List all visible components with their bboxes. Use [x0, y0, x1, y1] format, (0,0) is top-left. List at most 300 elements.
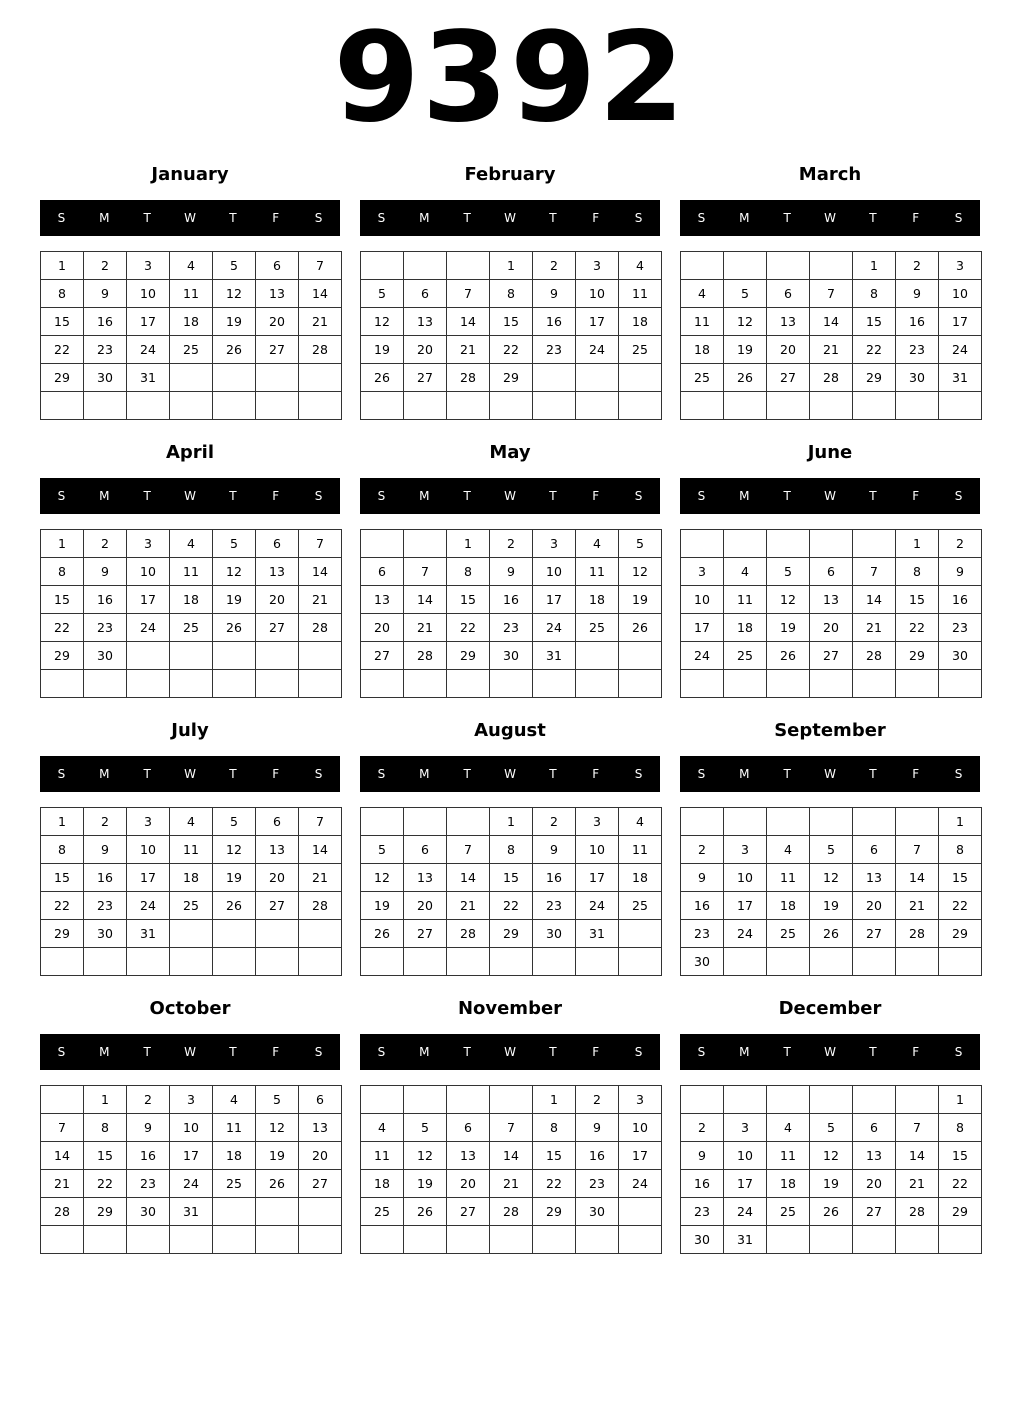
day-cell: 22	[939, 1170, 982, 1198]
day-cell: 18	[724, 614, 767, 642]
day-cell	[404, 670, 447, 698]
week-row	[361, 364, 662, 392]
day-cell: 23	[576, 1170, 619, 1198]
week-row	[681, 642, 982, 670]
day-cell: 17	[681, 614, 724, 642]
day-cell: 20	[256, 308, 299, 336]
weekday-label: S	[954, 1045, 963, 1059]
day-cell	[41, 392, 84, 420]
weekday-label: T	[783, 489, 791, 503]
day-cell: 13	[256, 558, 299, 586]
week-row	[361, 642, 662, 670]
day-cell: 4	[170, 530, 213, 558]
day-cell	[767, 392, 810, 420]
day-cell: 11	[361, 1142, 404, 1170]
day-grid	[40, 251, 342, 420]
month-name: February	[464, 164, 556, 185]
week-row	[681, 1198, 982, 1226]
day-cell: 23	[84, 892, 127, 920]
day-cell	[576, 670, 619, 698]
day-cell: 10	[724, 864, 767, 892]
day-cell: 21	[447, 892, 490, 920]
weekday-label: F	[912, 1045, 920, 1059]
day-cell: 16	[490, 586, 533, 614]
week-row	[361, 1142, 662, 1170]
day-cell: 13	[853, 864, 896, 892]
day-cell	[767, 948, 810, 976]
day-cell: 31	[939, 364, 982, 392]
day-cell: 5	[361, 280, 404, 308]
day-cell: 19	[404, 1170, 447, 1198]
day-cell: 19	[767, 614, 810, 642]
day-cell: 22	[896, 614, 939, 642]
week-row	[681, 530, 982, 558]
day-cell: 24	[127, 614, 170, 642]
day-cell	[533, 948, 576, 976]
day-cell: 13	[361, 586, 404, 614]
month-may	[360, 438, 660, 700]
weekday-label: S	[634, 1045, 643, 1059]
day-cell: 20	[404, 892, 447, 920]
weekday-label: W	[504, 1045, 516, 1059]
day-cell	[170, 670, 213, 698]
day-cell: 30	[84, 642, 127, 670]
day-cell	[361, 1086, 404, 1114]
day-grid	[40, 1085, 342, 1254]
month-december	[680, 994, 980, 1256]
day-cell	[256, 948, 299, 976]
day-cell	[896, 1226, 939, 1254]
day-cell	[724, 1086, 767, 1114]
day-cell	[576, 392, 619, 420]
day-cell: 27	[404, 364, 447, 392]
day-cell: 7	[896, 1114, 939, 1142]
weekday-label: M	[419, 767, 430, 781]
weekday-label: T	[869, 211, 877, 225]
day-cell: 10	[681, 586, 724, 614]
day-cell: 24	[724, 1198, 767, 1226]
day-cell	[447, 948, 490, 976]
week-row	[41, 642, 342, 670]
day-cell: 5	[767, 558, 810, 586]
day-cell: 6	[767, 280, 810, 308]
week-row	[681, 1226, 982, 1254]
day-cell: 28	[853, 642, 896, 670]
day-cell: 3	[170, 1086, 213, 1114]
day-cell: 4	[619, 808, 662, 836]
day-cell: 19	[213, 864, 256, 892]
week-row	[681, 1170, 982, 1198]
day-cell: 10	[576, 280, 619, 308]
day-cell	[853, 670, 896, 698]
day-cell	[404, 948, 447, 976]
day-cell: 31	[533, 642, 576, 670]
day-cell: 18	[681, 336, 724, 364]
day-cell: 17	[170, 1142, 213, 1170]
weekday-label: M	[419, 1045, 430, 1059]
week-row	[41, 670, 342, 698]
day-cell: 11	[213, 1114, 256, 1142]
weekday-label: S	[954, 767, 963, 781]
day-cell: 15	[41, 864, 84, 892]
day-cell: 9	[681, 864, 724, 892]
week-row	[361, 392, 662, 420]
day-cell: 18	[170, 864, 213, 892]
day-cell: 14	[490, 1142, 533, 1170]
weekday-label: T	[229, 211, 237, 225]
day-cell	[619, 1226, 662, 1254]
day-cell: 2	[84, 530, 127, 558]
day-cell: 2	[576, 1086, 619, 1114]
day-cell: 9	[533, 280, 576, 308]
day-cell	[41, 1226, 84, 1254]
month-february	[360, 160, 660, 422]
day-cell: 18	[767, 892, 810, 920]
weekday-label: M	[99, 1045, 110, 1059]
day-cell: 20	[767, 336, 810, 364]
day-cell: 5	[213, 530, 256, 558]
weekday-header	[40, 200, 340, 236]
month-april	[40, 438, 340, 700]
day-cell: 25	[213, 1170, 256, 1198]
weekday-label: S	[634, 211, 643, 225]
month-september	[680, 716, 980, 978]
weekday-label: S	[57, 767, 66, 781]
weekday-label: T	[143, 1045, 151, 1059]
day-cell: 23	[84, 336, 127, 364]
day-cell: 6	[810, 558, 853, 586]
day-cell	[447, 392, 490, 420]
weekday-label: S	[954, 489, 963, 503]
week-row	[681, 614, 982, 642]
day-cell: 15	[84, 1142, 127, 1170]
week-row	[681, 808, 982, 836]
day-cell: 24	[576, 892, 619, 920]
weekday-label: F	[272, 767, 280, 781]
day-cell: 7	[896, 836, 939, 864]
day-cell: 27	[810, 642, 853, 670]
day-cell: 25	[681, 364, 724, 392]
day-cell: 12	[724, 308, 767, 336]
day-cell: 5	[213, 808, 256, 836]
day-cell: 23	[533, 336, 576, 364]
day-cell: 3	[939, 252, 982, 280]
day-cell: 15	[533, 1142, 576, 1170]
day-cell: 27	[404, 920, 447, 948]
day-cell: 25	[361, 1198, 404, 1226]
day-cell: 14	[447, 864, 490, 892]
day-cell: 3	[127, 530, 170, 558]
weekday-header	[360, 478, 660, 514]
week-row	[361, 614, 662, 642]
day-cell: 13	[447, 1142, 490, 1170]
day-cell: 30	[490, 642, 533, 670]
weekday-label: T	[783, 1045, 791, 1059]
day-cell	[576, 642, 619, 670]
day-cell	[939, 392, 982, 420]
week-row	[681, 948, 982, 976]
weekday-label: W	[184, 767, 196, 781]
day-grid	[680, 251, 982, 420]
day-cell: 20	[256, 586, 299, 614]
day-cell	[256, 642, 299, 670]
day-cell	[404, 1086, 447, 1114]
day-cell	[84, 670, 127, 698]
day-cell: 3	[576, 252, 619, 280]
day-cell: 14	[41, 1142, 84, 1170]
day-cell: 27	[256, 336, 299, 364]
day-cell	[681, 670, 724, 698]
day-cell: 26	[213, 336, 256, 364]
day-cell: 6	[299, 1086, 342, 1114]
weekday-label: S	[697, 767, 706, 781]
day-cell: 30	[896, 364, 939, 392]
week-row	[41, 864, 342, 892]
week-row	[41, 308, 342, 336]
weekday-label: M	[739, 767, 750, 781]
weekday-label: M	[99, 211, 110, 225]
month-name: September	[774, 720, 886, 741]
weekday-label: T	[783, 767, 791, 781]
day-cell: 29	[84, 1198, 127, 1226]
day-cell: 8	[853, 280, 896, 308]
day-cell: 1	[533, 1086, 576, 1114]
day-cell: 22	[41, 892, 84, 920]
day-cell: 7	[810, 280, 853, 308]
day-cell	[619, 364, 662, 392]
day-cell: 2	[681, 1114, 724, 1142]
day-cell: 1	[490, 808, 533, 836]
day-cell: 19	[213, 586, 256, 614]
day-cell: 4	[361, 1114, 404, 1142]
month-june	[680, 438, 980, 700]
month-name: March	[798, 164, 862, 185]
weekday-label: F	[272, 489, 280, 503]
day-cell: 14	[447, 308, 490, 336]
day-cell	[127, 948, 170, 976]
day-cell: 9	[490, 558, 533, 586]
day-cell: 25	[767, 1198, 810, 1226]
day-cell: 29	[939, 920, 982, 948]
day-cell: 7	[490, 1114, 533, 1142]
day-cell	[810, 1086, 853, 1114]
day-cell: 11	[170, 558, 213, 586]
week-row	[41, 808, 342, 836]
weekday-label: M	[739, 489, 750, 503]
day-cell: 10	[619, 1114, 662, 1142]
day-cell: 30	[84, 364, 127, 392]
day-cell: 20	[361, 614, 404, 642]
day-cell	[681, 530, 724, 558]
weekday-header	[40, 478, 340, 514]
weekday-label: M	[739, 1045, 750, 1059]
day-cell	[896, 948, 939, 976]
day-cell: 31	[127, 920, 170, 948]
weekday-label: W	[184, 1045, 196, 1059]
day-cell: 15	[896, 586, 939, 614]
day-cell: 10	[127, 836, 170, 864]
day-cell: 13	[853, 1142, 896, 1170]
day-cell: 16	[84, 586, 127, 614]
day-cell: 2	[127, 1086, 170, 1114]
weekday-label: F	[912, 489, 920, 503]
week-row	[41, 920, 342, 948]
week-row	[361, 836, 662, 864]
day-cell: 25	[619, 892, 662, 920]
day-cell: 7	[447, 280, 490, 308]
day-cell	[361, 252, 404, 280]
day-cell: 27	[256, 614, 299, 642]
day-cell: 28	[447, 920, 490, 948]
week-row	[681, 558, 982, 586]
day-cell: 1	[41, 252, 84, 280]
weekday-label: M	[419, 489, 430, 503]
day-cell: 17	[127, 586, 170, 614]
day-cell	[299, 364, 342, 392]
day-cell: 8	[939, 836, 982, 864]
day-cell: 12	[404, 1142, 447, 1170]
day-cell: 4	[681, 280, 724, 308]
day-cell	[490, 392, 533, 420]
day-cell	[84, 392, 127, 420]
weekday-label: F	[592, 767, 600, 781]
day-cell: 16	[533, 864, 576, 892]
day-cell: 26	[213, 614, 256, 642]
week-row	[681, 892, 982, 920]
weekday-label: S	[314, 767, 323, 781]
day-cell: 9	[84, 280, 127, 308]
month-october	[40, 994, 340, 1256]
day-cell: 12	[810, 1142, 853, 1170]
day-cell: 29	[41, 642, 84, 670]
week-row	[361, 308, 662, 336]
day-cell: 12	[619, 558, 662, 586]
day-cell	[299, 948, 342, 976]
day-cell: 4	[767, 836, 810, 864]
week-row	[681, 336, 982, 364]
day-cell	[447, 252, 490, 280]
week-row	[681, 1142, 982, 1170]
day-cell	[256, 1226, 299, 1254]
day-cell: 15	[447, 586, 490, 614]
weekday-header	[680, 756, 980, 792]
day-cell: 20	[853, 1170, 896, 1198]
day-cell: 4	[213, 1086, 256, 1114]
day-cell: 15	[41, 586, 84, 614]
day-cell: 16	[84, 308, 127, 336]
weekday-label: F	[272, 211, 280, 225]
week-row	[361, 586, 662, 614]
day-cell	[810, 252, 853, 280]
day-cell	[767, 1226, 810, 1254]
weekday-label: S	[57, 489, 66, 503]
day-cell: 24	[724, 920, 767, 948]
day-cell	[447, 670, 490, 698]
week-row	[361, 252, 662, 280]
day-cell: 9	[127, 1114, 170, 1142]
day-cell: 15	[853, 308, 896, 336]
day-cell: 13	[404, 308, 447, 336]
day-cell: 18	[767, 1170, 810, 1198]
day-cell: 9	[576, 1114, 619, 1142]
day-cell: 12	[361, 864, 404, 892]
day-cell: 8	[84, 1114, 127, 1142]
day-cell: 6	[404, 280, 447, 308]
day-cell: 11	[767, 864, 810, 892]
week-row	[41, 280, 342, 308]
week-row	[361, 1114, 662, 1142]
week-row	[41, 364, 342, 392]
day-cell: 29	[41, 920, 84, 948]
day-cell: 26	[256, 1170, 299, 1198]
day-cell: 18	[619, 864, 662, 892]
day-cell	[299, 642, 342, 670]
day-cell	[256, 920, 299, 948]
day-cell: 15	[490, 308, 533, 336]
week-row	[361, 1226, 662, 1254]
weekday-header	[360, 200, 660, 236]
day-cell: 13	[256, 280, 299, 308]
day-cell	[939, 670, 982, 698]
day-cell: 19	[256, 1142, 299, 1170]
weekday-label: W	[504, 489, 516, 503]
day-cell: 21	[41, 1170, 84, 1198]
day-cell: 17	[724, 1170, 767, 1198]
day-cell: 26	[404, 1198, 447, 1226]
day-cell: 2	[84, 808, 127, 836]
day-cell: 7	[41, 1114, 84, 1142]
week-row	[361, 808, 662, 836]
day-cell: 7	[404, 558, 447, 586]
day-cell: 22	[490, 336, 533, 364]
day-cell: 23	[681, 920, 724, 948]
day-cell	[810, 392, 853, 420]
day-cell	[724, 252, 767, 280]
day-cell: 18	[213, 1142, 256, 1170]
day-cell	[404, 808, 447, 836]
day-cell: 6	[256, 808, 299, 836]
week-row	[361, 530, 662, 558]
month-name: June	[807, 442, 853, 463]
day-cell: 7	[447, 836, 490, 864]
day-cell: 29	[41, 364, 84, 392]
week-row	[41, 336, 342, 364]
day-cell: 16	[681, 1170, 724, 1198]
week-row	[361, 670, 662, 698]
day-cell: 1	[939, 808, 982, 836]
month-november	[360, 994, 660, 1256]
day-cell: 1	[41, 530, 84, 558]
day-cell	[490, 1086, 533, 1114]
weekday-label: W	[184, 489, 196, 503]
day-cell: 5	[724, 280, 767, 308]
year-title: 9392	[333, 6, 687, 150]
day-cell: 4	[619, 252, 662, 280]
day-cell: 10	[127, 280, 170, 308]
weekday-label: F	[272, 1045, 280, 1059]
day-cell: 11	[170, 836, 213, 864]
day-cell: 9	[681, 1142, 724, 1170]
day-cell: 10	[170, 1114, 213, 1142]
day-cell: 6	[361, 558, 404, 586]
day-cell	[447, 1226, 490, 1254]
day-cell: 17	[576, 864, 619, 892]
day-cell: 13	[256, 836, 299, 864]
day-cell	[896, 1086, 939, 1114]
day-cell: 18	[170, 308, 213, 336]
day-cell	[810, 808, 853, 836]
month-january	[40, 160, 340, 422]
